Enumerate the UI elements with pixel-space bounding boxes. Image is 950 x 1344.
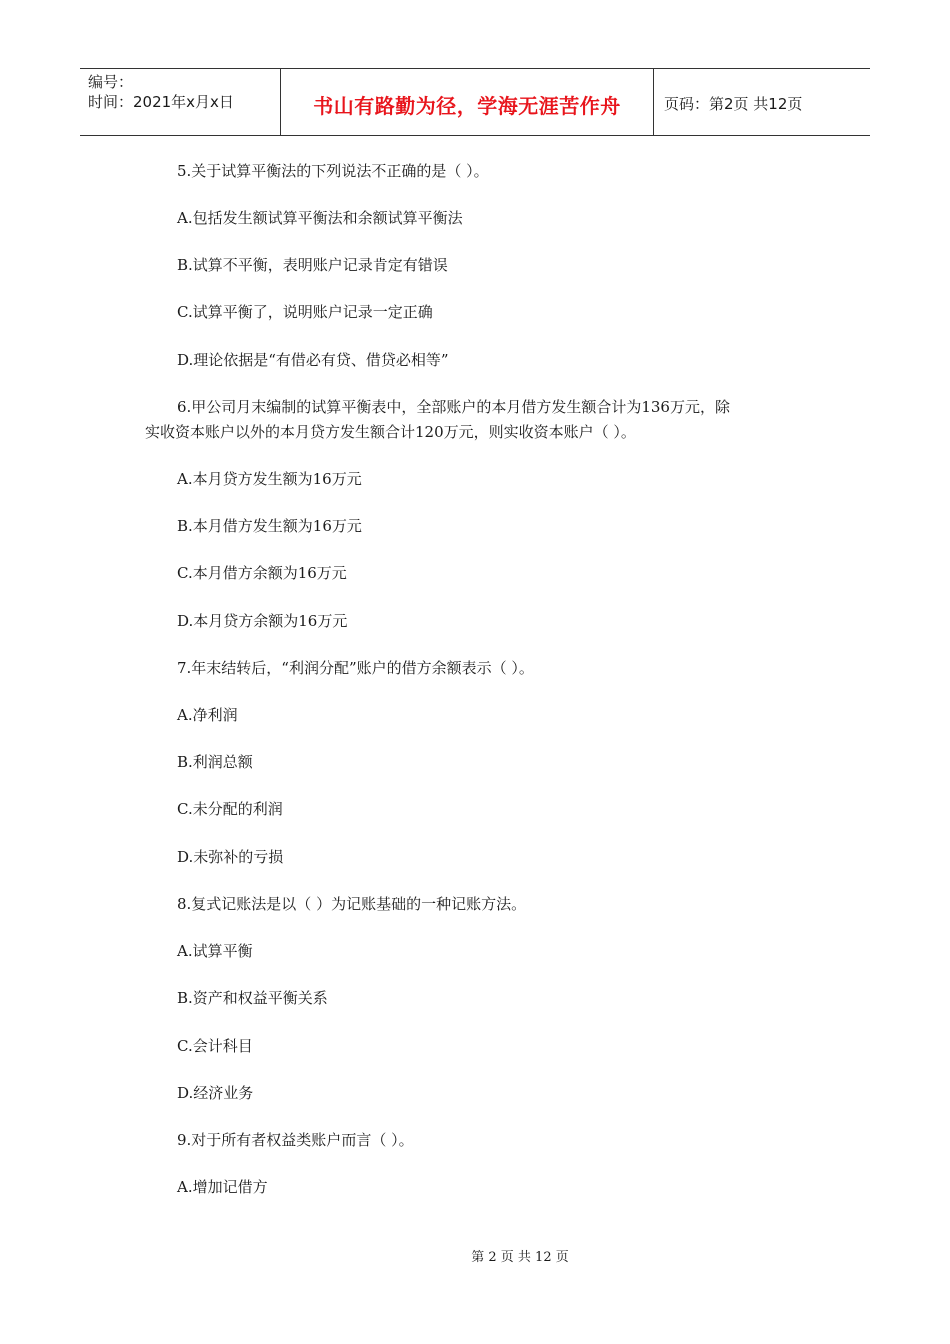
question-6-option-b: B.本月借方发生额为16万元 [177, 517, 362, 535]
question-8: 8.复式记账法是以（ ）为记账基础的一种记账方法。 [177, 895, 527, 913]
question-6-option-d: D.本月贷方余额为16万元 [177, 612, 348, 630]
document-number-label: 编号： [88, 73, 134, 91]
question-8-option-c: C.会计科目 [177, 1037, 253, 1055]
question-6-option-c: C.本月借方余额为16万元 [177, 564, 347, 582]
question-6: 6.甲公司月末编制的试算平衡表中，全部账户的本月借方发生额合计为136万元，除 [177, 398, 730, 416]
question-5-option-c: C.试算平衡了，说明账户记录一定正确 [177, 303, 433, 321]
question-6-option-a: A.本月贷方发生额为16万元 [177, 470, 362, 488]
header-meta [80, 69, 281, 135]
page-header [80, 68, 870, 136]
question-9-option-a: A.增加记借方 [177, 1178, 268, 1196]
question-6-continued: 实收资本账户以外的本月贷方发生额合计120万元，则实收资本账户（ ）。 [145, 423, 636, 441]
question-8-option-d: D.经济业务 [177, 1084, 254, 1102]
document-date-label: 时间：2021年x月x日 [88, 93, 234, 111]
question-5: 5.关于试算平衡法的下列说法不正确的是（ ）。 [177, 162, 489, 180]
question-7-option-d: D.未弥补的亏损 [177, 848, 284, 866]
header-page-number: 页码：第2页 共12页 [664, 94, 803, 113]
question-7-option-c: C.未分配的利润 [177, 800, 283, 818]
question-5-option-b: B.试算不平衡，表明账户记录肯定有错误 [177, 256, 448, 274]
question-8-option-a: A.试算平衡 [177, 942, 253, 960]
question-9: 9.对于所有者权益类账户而言（ ）。 [177, 1131, 414, 1149]
question-5-option-d: D.理论依据是“有借必有贷、借贷必相等” [177, 351, 449, 369]
question-7-option-b: B.利润总额 [177, 753, 253, 771]
page-footer: 第 2 页 共 12 页 [471, 1250, 569, 1265]
question-8-option-b: B.资产和权益平衡关系 [177, 989, 328, 1007]
question-7-option-a: A.净利润 [177, 706, 238, 724]
question-7: 7.年末结转后，“利润分配”账户的借方余额表示（ ）。 [177, 659, 534, 677]
question-5-option-a: A.包括发生额试算平衡法和余额试算平衡法 [177, 209, 463, 227]
header-motto: 书山有路勤为径，学海无涯苦作舟 [281, 69, 654, 135]
